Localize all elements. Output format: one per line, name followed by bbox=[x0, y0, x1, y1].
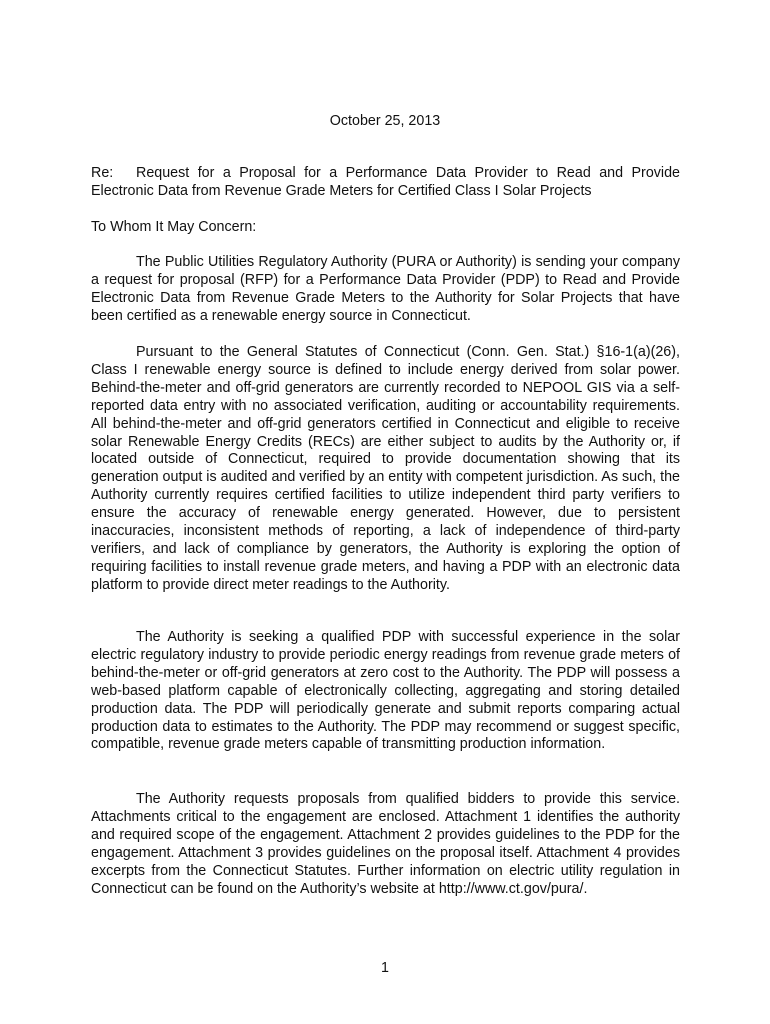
paragraph-attachments: The Authority requests proposals from qualified bidders to provide this service. Attachments critical to the engagement are enclosed. Attachment 1 identifies the authority and required scope of the engagement. Attachment 2 provides guidelines to the PDP for the engagement. Attachment 3 provides guidelines on the proposal itself. Attachment 4 provides excerpts from the Connecticut Statutes. Further information on electric utility regulation in Connecticut can be found on the Authority’s website at http://www.ct.gov/pura/. bbox=[91, 791, 680, 897]
paragraph-intro: The Public Utilities Regulatory Authority (PURA or Authority) is sending your company a request for proposal (RFP) for a Performance Data Provider (PDP) to Read and Provide Electronic Data from Revenue Grade Meters to the Authority for Solar Projects that have been certified as a renewable energy source in Connecticut. bbox=[91, 254, 680, 324]
subject-text: Request for a Proposal for a Performance Data Provider to Read and Provide Electronic Data from Revenue Grade Meters for Certified Class I Solar Projects bbox=[91, 165, 680, 199]
page-number: 1 bbox=[381, 960, 389, 976]
subject-label: Re: bbox=[91, 165, 114, 181]
salutation: To Whom It May Concern: bbox=[91, 219, 257, 235]
subject-line bbox=[91, 165, 680, 201]
paragraph-statutes: Pursuant to the General Statutes of Connecticut (Conn. Gen. Stat.) §16-1(a)(26), Class I renewable energy source is defined to include energy derived from solar power. Behind-the-meter and off-grid generators are currently recorded to NEPOOL GIS via a self-reported data entry with no associated verification, auditing or accountability requirements. All behind-the-meter and off-grid generators certified in Connecticut and eligible to receive solar Renewable Energy Credits (RECs) are either subject to audits by the Authority or, if located outside of Connecticut, required to provide documentation showing that its generation output is audited and verified by an entity with competent jurisdiction. As such, the Authority currently requires certified facilities to utilize independent third party verifiers to ensure the accuracy of renewable energy generated. However, due to persistent inaccuracies, inconsistent methods of reporting, a lack of independence of third-party verifiers, and lack of compliance by generators, the Authority is exploring the option of requiring facilities to install revenue grade meters, and having a PDP with an electronic data platform to provide direct meter readings to the Authority. bbox=[91, 344, 680, 593]
letter-date: October 25, 2013 bbox=[329, 113, 441, 129]
paragraph-seeking-pdp: The Authority is seeking a qualified PDP with successful experience in the solar electric regulatory industry to provide periodic energy readings from revenue grade meters of behind-the-meter or off-grid generators at zero cost to the Authority. The PDP will possess a web-based platform capable of electronically collecting, aggregating and storing detailed production data. The PDP will periodically generate and submit reports comparing actual production data to estimates to the Authority. The PDP may recommend or suggest specific, compatible, revenue grade meters capable of transmitting production information. bbox=[91, 629, 680, 753]
